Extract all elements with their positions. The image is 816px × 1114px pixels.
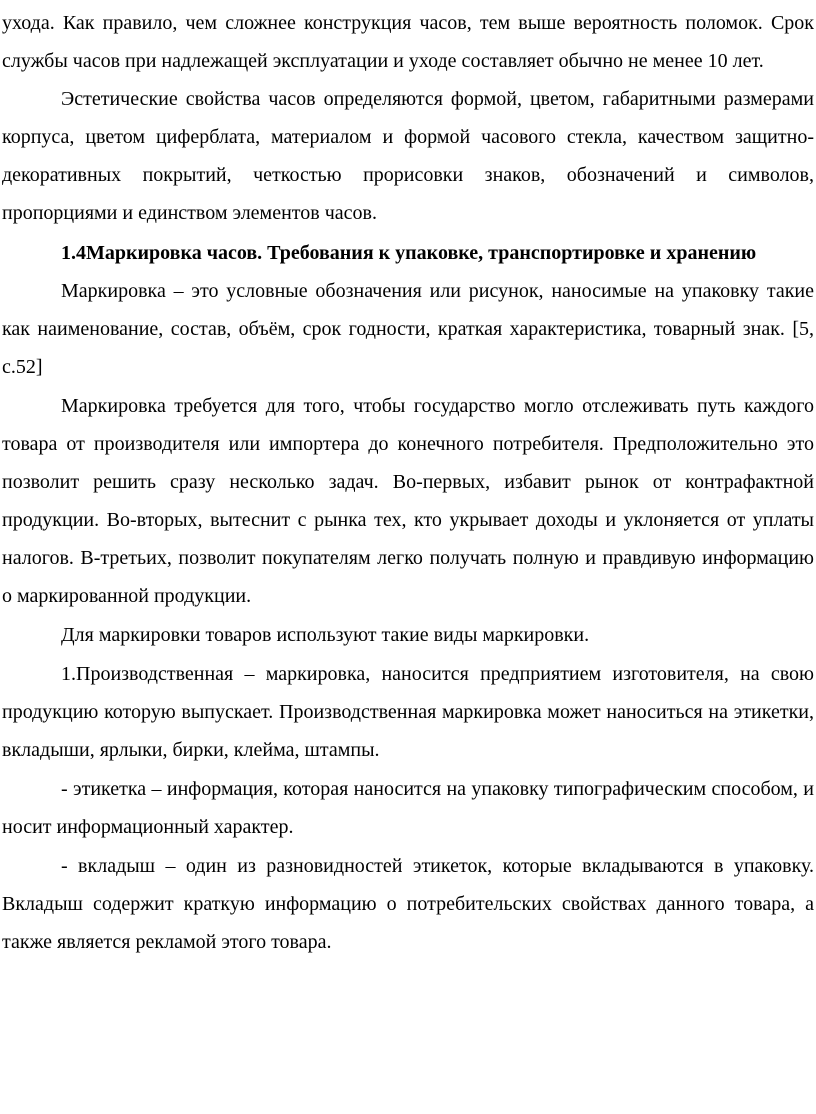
section-number: 1.4 [61,242,86,264]
paragraph-watch-durability: ухода. Как правило, чем сложнее конструкция часов, тем выше вероятность поломок. Срок службы часов при надлежащей эксплуатации и уходе составляет обычно не менее 10 лет. [2,12,814,72]
paragraph-marking-types-intro: Для маркировки товаров используют такие виды маркировки. [61,624,590,646]
paragraph-aesthetic-properties: Эстетические свойства часов определяются формой, цветом, габаритными размерами корпуса, цветом циферблата, материалом и формой часового стекла, качеством защитно-декоративных покрытий, четкостью прорисовки знаков, обозначений и символов, пропорциями и единством элементов часов. [2,88,814,224]
section-title: Маркировка часов. Требования к упаковке, транспортировке и хранению [86,242,757,264]
section-heading [2,234,814,272]
paragraph-insert-item: - вкладыш – один из разновидностей этикеток, которые вкладываются в упаковку. Вкладыш содержит краткую информацию о потребительских свойствах данного товара, а также является рекламой этого товара. [2,855,814,953]
paragraph-marking-purpose: Маркировка требуется для того, чтобы государство могло отслеживать путь каждого товара от производителя или импортера до конечного потребителя. Предположительно это позволит решить сразу несколько задач. Во-первых, избавит рынок от контрафактной продукции. Во-вторых, вытеснит с рынка тех, кто укрывает доходы и уклоняется от уплаты налогов. В-третьих, позволит покупателям легко получать полную и правдивую информацию о маркированной продукции. [2,395,814,607]
paragraph-production-marking: 1.Производственная – маркировка, наносится предприятием изготовителя, на свою продукцию которую выпускает. Производственная маркировка может наноситься на этикетки, вкладыши, ярлыки, бирки, клейма, штампы. [2,663,814,761]
paragraph-marking-definition: Маркировка – это условные обозначения или рисунок, наносимые на упаковку такие как наименование, состав, объём, срок годности, краткая характеристика, товарный знак. [5, с.52] [2,280,814,378]
paragraph-label-item: - этикетка – информация, которая наносится на упаковку типографическим способом, и носит информационный характер. [2,778,814,838]
